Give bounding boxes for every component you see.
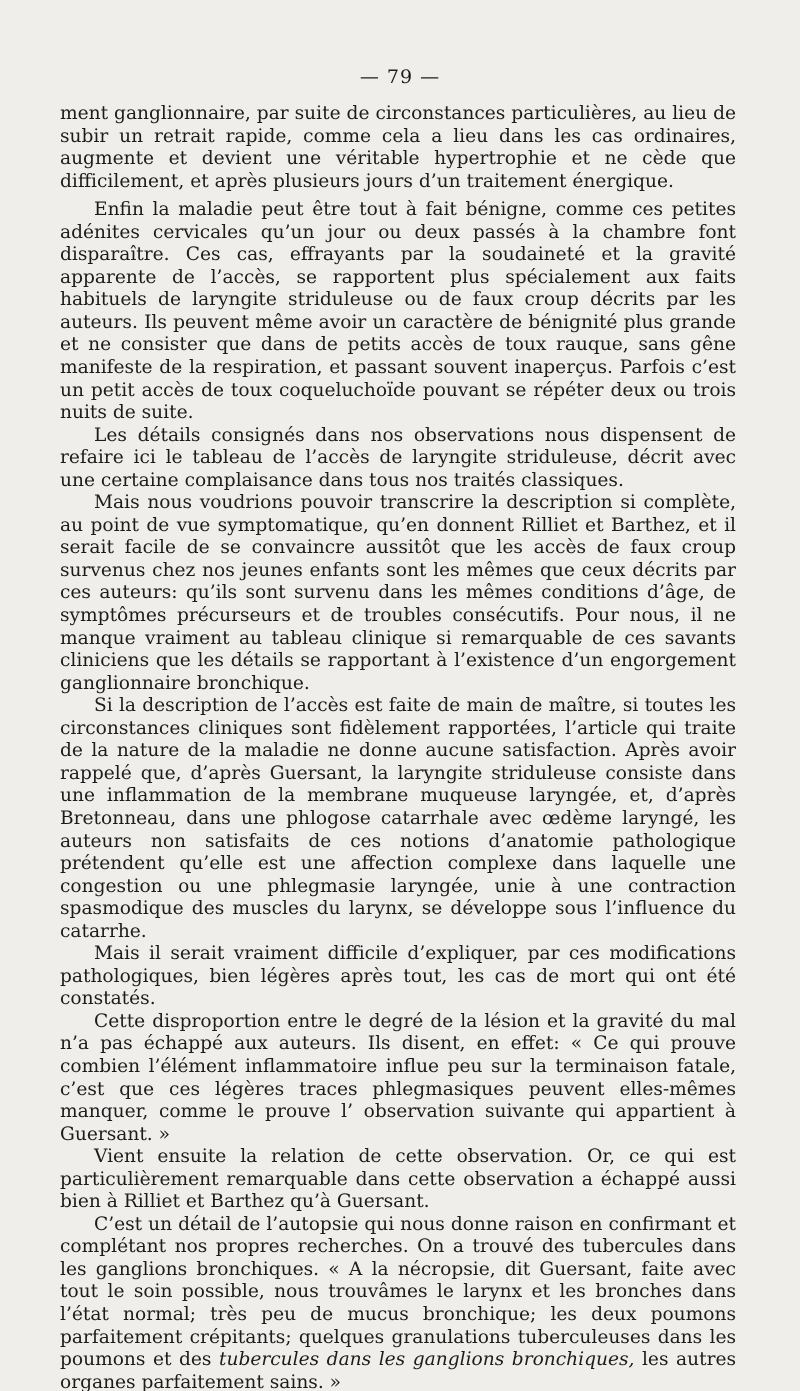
paragraph-8: Vient ensuite la relation de cette observation. Or, ce qui est particulièrement remarquable dans cette observation a échappé aussi bien à Rilliet et Barthez qu’à Guersant. xyxy=(60,1146,736,1213)
paragraph-6: Mais il serait vraiment difficile d’expliquer, par ces modifications pathologiques, bien légères après tout, les cas de mort qui ont été constatés. xyxy=(60,943,736,1010)
paragraph-9 xyxy=(60,1214,736,1391)
paragraph-2: Enfin la maladie peut être tout à fait bénigne, comme ces petites adénites cervicales qu’un jour ou deux passés à la chambre font disparaître. Ces cas, effrayants par la soudaineté et la gravité apparente de l’accès, se rapportent plus spécialement aux faits habituels de laryngite striduleuse ou de faux croup décrits par les auteurs. Ils peuvent même avoir un caractère de bénignité plus grande et ne consister que dans de petits accès de toux rauque, sans gêne manifeste de la respiration, et passant souvent inaperçus. Parfois c’est un petit accès de toux coqueluchoïde pouvant se répéter deux ou trois nuits de suite. xyxy=(60,199,736,424)
paragraph-9-italic-text: tubercules dans les ganglions bronchiques, xyxy=(219,1349,635,1371)
paragraph-5: Si la description de l’accès est faite de main de maître, si toutes les circonstances cliniques sont fidèlement rapportées, l’article qui traite de la nature de la maladie ne donne aucune satisfaction. Après avoir rappelé que, d’après Guersant, la laryngite striduleuse consiste dans une inflammation de la membrane muqueuse laryngée, et, d’après Bretonneau, dans une phlogose catarrhale avec œdème laryngé, les auteurs non satisfaits de ces notions d’anatomie pathologique prétendent qu’elle est une affection complexe dans laquelle une congestion ou une phlegmasie laryngée, unie à une contraction spasmodique des muscles du larynx, se développe sous l’influence du catarrhe. xyxy=(60,695,736,942)
body-text xyxy=(60,103,736,1391)
paragraph-4: Mais nous voudrions pouvoir transcrire la description si complète, au point de vue symptomatique, qu’en donnent Rilliet et Barthez, et il serait facile de se convaincre aussitôt que les accès de faux croup survenus chez nos jeunes enfants sont les mêmes que ceux décrits par ces auteurs: qu’ils sont survenu dans les mêmes conditions d’âge, de symptômes précurseurs et de troubles consécutifs. Pour nous, il ne manque vraiment au tableau clinique si remarquable de ces savants cliniciens que les détails se rapportant à l’existence d’un engorgement ganglionnaire bronchique. xyxy=(60,492,736,694)
paragraph-1: ment ganglionnaire, par suite de circonstances particulières, au lieu de subir un retrait rapide, comme cela a lieu dans les cas ordinaires, augmente et devient une véritable hypertrophie et ne cède que difficilement, et après plusieurs jours d’un traitement énergique. xyxy=(60,103,736,192)
paragraph-9-text-start: C’est un détail de l’autopsie qui nous donne raison en confirmant et complétant nos propres recherches. On a trouvé des tubercules dans les ganglions bronchiques. « A la nécropsie, dit Guersant, faite avec tout le soin possible, nous trouvâmes le larynx et les bronches dans l’état normal; très peu de mucus bronchique; les deux poumons parfaitement crépitants; quelques granulations tuberculeuses dans les poumons et des xyxy=(60,1213,736,1371)
paragraph-9-text-end: les autres organes parfaitement sains. » xyxy=(60,1349,736,1391)
page-number: — 79 — xyxy=(359,66,441,88)
paragraph-3: Les détails consignés dans nos observations nous dispensent de refaire ici le tableau de l’accès de laryngite striduleuse, décrit avec une certaine complaisance dans tous nos traités classiques. xyxy=(60,424,736,491)
paragraph-7: Cette disproportion entre le degré de la lésion et la gravité du mal n’a pas échappé aux auteurs. Ils disent, en effet: « Ce qui prouve combien l’élément inflammatoire influe peu sur la terminaison fatale, c’est que ces légères traces phlegmasiques peuvent elles-mêmes manquer, comme le prouve l’ observation suivante qui appartient à Guersant. » xyxy=(60,1010,736,1145)
